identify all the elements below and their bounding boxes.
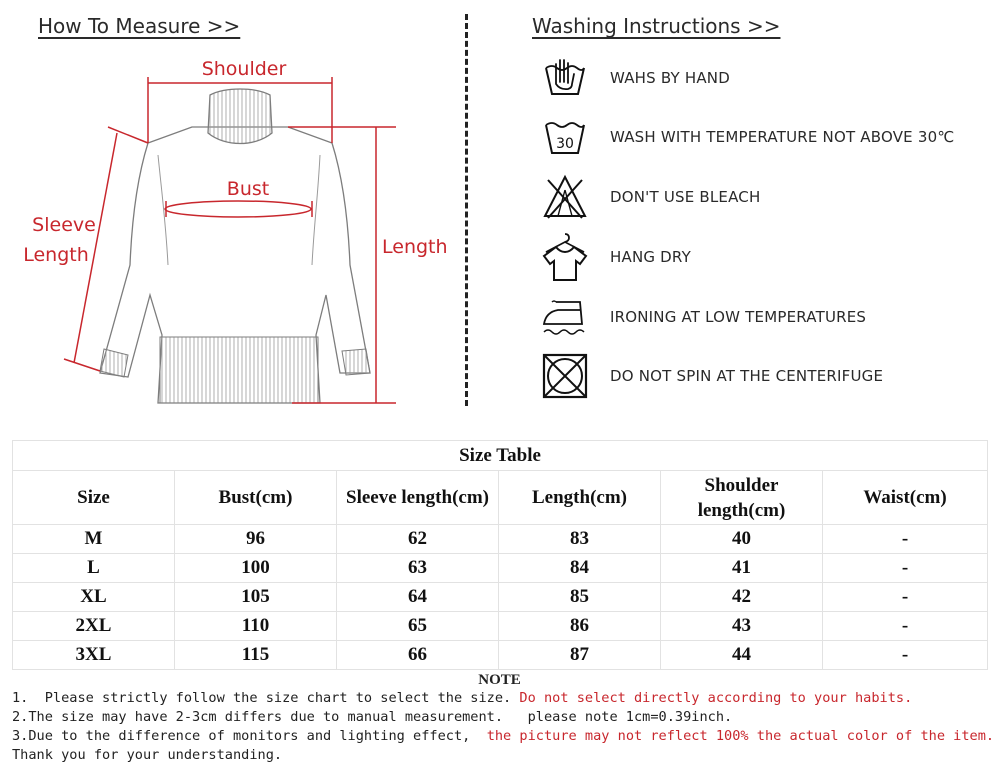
sleeve-label-line1: Sleeve bbox=[32, 214, 96, 236]
note-line-4: Thank you for your understanding. bbox=[12, 747, 283, 763]
cell-length: 87 bbox=[499, 641, 661, 670]
table-row bbox=[13, 612, 988, 641]
cell-length: 83 bbox=[499, 525, 661, 554]
size-table-header-row bbox=[13, 471, 988, 525]
cell-shoulder: 44 bbox=[661, 641, 823, 670]
note-line-3-text: 3.Due to the difference of monitors and lighting effect, bbox=[12, 728, 487, 744]
cell-size: 2XL bbox=[13, 612, 175, 641]
wash-item-hand-wash bbox=[540, 53, 730, 103]
wash-item-text: WAHS BY HAND bbox=[610, 69, 730, 87]
cell-shoulder: 41 bbox=[661, 554, 823, 583]
garment-measure-diagram bbox=[20, 55, 450, 410]
no-tumble-icon bbox=[540, 351, 590, 401]
note-section bbox=[12, 671, 995, 765]
cell-shoulder: 40 bbox=[661, 525, 823, 554]
cell-length: 86 bbox=[499, 612, 661, 641]
cell-length: 85 bbox=[499, 583, 661, 612]
how-to-measure-heading: How To Measure >> bbox=[38, 14, 241, 38]
cell-bust: 96 bbox=[175, 525, 337, 554]
header-length: Length(cm) bbox=[499, 471, 661, 525]
length-label: Length bbox=[382, 236, 448, 258]
wash-item-no-tumble bbox=[540, 351, 883, 401]
table-row bbox=[13, 554, 988, 583]
cell-size: XL bbox=[13, 583, 175, 612]
cell-waist: - bbox=[823, 525, 988, 554]
cell-waist: - bbox=[823, 554, 988, 583]
header-shoulder-length: Shoulder length(cm) bbox=[661, 471, 823, 525]
size-table bbox=[12, 440, 988, 670]
cell-bust: 105 bbox=[175, 583, 337, 612]
table-row bbox=[13, 583, 988, 612]
no-bleach-icon bbox=[540, 172, 590, 222]
wash-30-icon bbox=[540, 112, 590, 162]
table-row bbox=[13, 525, 988, 554]
cell-waist: - bbox=[823, 641, 988, 670]
cell-sleeve: 65 bbox=[337, 612, 499, 641]
header-sleeve-length: Sleeve length(cm) bbox=[337, 471, 499, 525]
wash-item-text: DO NOT SPIN AT THE CENTERIFUGE bbox=[610, 367, 884, 385]
wash-item-no-bleach bbox=[540, 172, 760, 222]
note-line-2: 2.The size may have 2-3cm differs due to manual measurement. please note 1cm=0.39inch. bbox=[12, 709, 733, 725]
cell-sleeve: 64 bbox=[337, 583, 499, 612]
wash-item-text: HANG DRY bbox=[610, 248, 691, 266]
bust-label: Bust bbox=[226, 178, 270, 200]
header-bust: Bust(cm) bbox=[175, 471, 337, 525]
note-title: NOTE bbox=[478, 672, 521, 688]
hang-dry-icon bbox=[540, 232, 590, 282]
cell-length: 84 bbox=[499, 554, 661, 583]
hand-wash-icon bbox=[540, 53, 590, 103]
wash-item-low-iron bbox=[540, 292, 866, 342]
header-size: Size bbox=[13, 471, 175, 525]
header-waist: Waist(cm) bbox=[823, 471, 988, 525]
wash-item-text: DON'T USE BLEACH bbox=[610, 188, 761, 206]
cell-sleeve: 62 bbox=[337, 525, 499, 554]
sweater-hem bbox=[160, 337, 318, 403]
size-table-title: Size Table bbox=[13, 441, 988, 471]
wash-item-30 bbox=[540, 112, 954, 162]
note-line-1-warning: Do not select directly according to your habits. bbox=[519, 690, 913, 706]
cell-sleeve: 66 bbox=[337, 641, 499, 670]
cell-bust: 100 bbox=[175, 554, 337, 583]
wash-item-hang-dry bbox=[540, 232, 691, 282]
wash-item-text: IRONING AT LOW TEMPERATURES bbox=[610, 308, 867, 326]
note-line-3 bbox=[12, 727, 995, 746]
svg-text:30: 30 bbox=[556, 136, 574, 152]
table-row bbox=[13, 641, 988, 670]
cell-size: L bbox=[13, 554, 175, 583]
cell-waist: - bbox=[823, 583, 988, 612]
cell-bust: 115 bbox=[175, 641, 337, 670]
cell-size: 3XL bbox=[13, 641, 175, 670]
section-divider bbox=[465, 14, 468, 406]
sleeve-label-line2: Length bbox=[23, 244, 89, 266]
note-line-1 bbox=[12, 689, 987, 708]
cell-waist: - bbox=[823, 612, 988, 641]
note-line-3-warning: the picture may not reflect 100% the actual color of the item. bbox=[486, 728, 995, 744]
sweater-collar bbox=[208, 89, 272, 144]
low-iron-icon bbox=[540, 292, 590, 342]
cell-size: M bbox=[13, 525, 175, 554]
wash-item-text: WASH WITH TEMPERATURE NOT ABOVE 30℃ bbox=[610, 128, 955, 146]
cell-bust: 110 bbox=[175, 612, 337, 641]
shoulder-label: Shoulder bbox=[201, 58, 287, 80]
cell-shoulder: 42 bbox=[661, 583, 823, 612]
note-line-1-text: 1. Please strictly follow the size chart to select the size. bbox=[12, 690, 520, 706]
cell-shoulder: 43 bbox=[661, 612, 823, 641]
cell-sleeve: 63 bbox=[337, 554, 499, 583]
right-cuff bbox=[342, 349, 370, 375]
washing-instructions-heading: Washing Instructions >> bbox=[532, 14, 781, 38]
